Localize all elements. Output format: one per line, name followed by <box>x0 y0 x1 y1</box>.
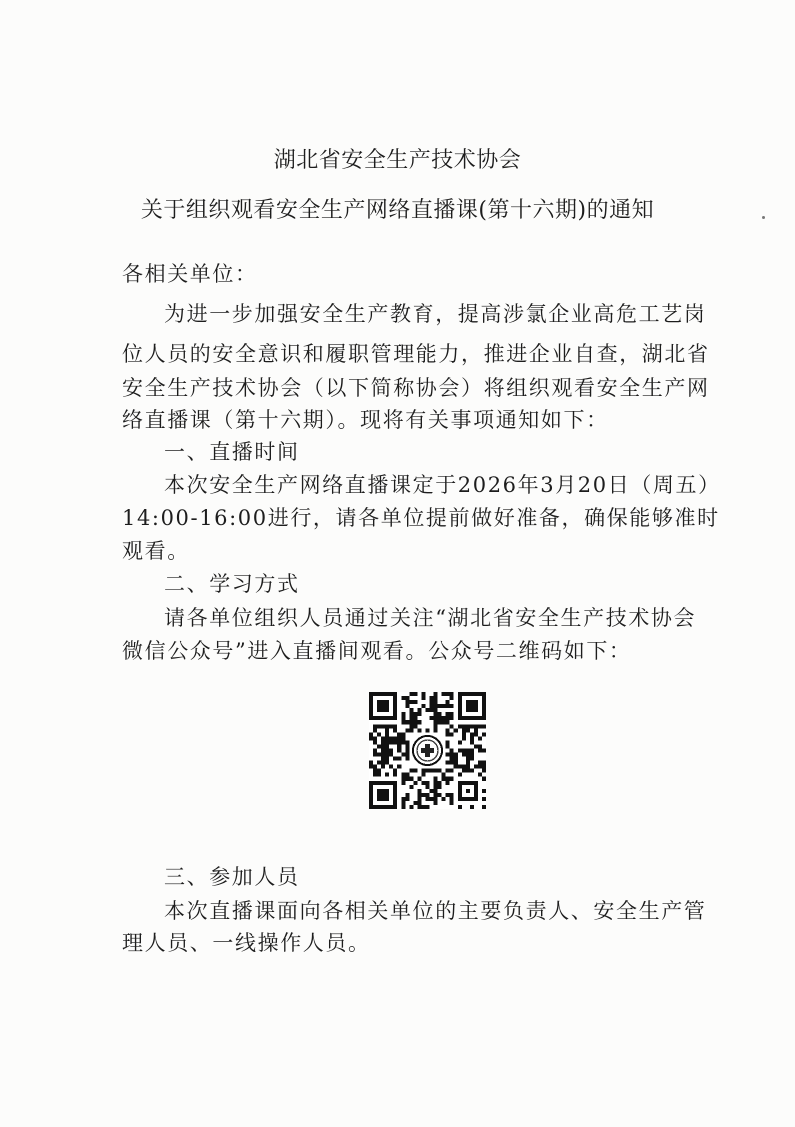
qr-module <box>373 740 377 744</box>
qr-module <box>434 728 438 732</box>
qr-module <box>434 692 438 696</box>
qr-module <box>385 736 389 740</box>
qr-module <box>482 797 486 801</box>
qr-module <box>438 716 442 720</box>
section-3-line-2: 理人员、一线操作人员。 <box>122 931 371 955</box>
qr-module <box>393 757 397 761</box>
qr-module <box>474 744 478 748</box>
qr-module <box>385 728 389 732</box>
qr-module <box>401 805 405 809</box>
qr-module <box>377 769 381 773</box>
qr-module <box>397 757 401 761</box>
qr-module <box>377 753 381 757</box>
qr-module <box>446 777 450 781</box>
qr-module <box>458 748 462 752</box>
wechat-official-account-qr-code-icon <box>369 692 486 809</box>
qr-module <box>434 696 438 700</box>
qr-module <box>409 785 413 789</box>
qr-module <box>389 724 393 728</box>
section-3-line-1: 本次直播课面向各相关单位的主要负责人、安全生产管 <box>164 899 707 923</box>
qr-module <box>430 704 434 708</box>
qr-module <box>401 732 405 736</box>
intro-line-2: 位人员的安全意识和履职管理能力，推进企业自查，湖北省 <box>122 342 710 366</box>
qr-module <box>421 769 425 773</box>
qr-module <box>381 740 385 744</box>
qr-module <box>478 736 482 740</box>
qr-module <box>470 753 474 757</box>
qr-module <box>466 753 470 757</box>
qr-module <box>430 769 434 773</box>
qr-module <box>417 789 421 793</box>
qr-module <box>397 744 401 748</box>
qr-module <box>405 704 409 708</box>
qr-module <box>478 765 482 769</box>
qr-module <box>434 769 438 773</box>
qr-module <box>381 761 385 765</box>
qr-module <box>421 692 425 696</box>
qr-module <box>446 740 450 744</box>
qr-module <box>454 765 458 769</box>
qr-module <box>450 724 454 728</box>
qr-module <box>446 704 450 708</box>
qr-module <box>385 773 389 777</box>
qr-module <box>450 732 454 736</box>
qr-module <box>434 712 438 716</box>
qr-module <box>462 724 466 728</box>
intro-line-3: 安全生产技术协会（以下简称协会）将组织观看安全生产网 <box>122 376 710 400</box>
qr-module <box>450 769 454 773</box>
qr-module <box>421 696 425 700</box>
qr-module <box>466 724 470 728</box>
qr-module <box>450 801 454 805</box>
qr-module <box>405 748 409 752</box>
qr-module <box>377 744 381 748</box>
qr-module <box>409 724 413 728</box>
qr-module <box>450 696 454 700</box>
qr-module <box>417 797 421 801</box>
qr-module <box>425 769 429 773</box>
qr-module <box>446 712 450 716</box>
qr-module <box>434 716 438 720</box>
qr-module <box>450 761 454 765</box>
qr-module <box>409 769 413 773</box>
qr-module <box>381 724 385 728</box>
qr-module <box>430 708 434 712</box>
qr-module <box>377 724 381 728</box>
qr-module <box>462 736 466 740</box>
qr-module <box>438 704 442 708</box>
qr-module <box>438 712 442 716</box>
qr-module <box>430 789 434 793</box>
qr-module <box>409 708 413 712</box>
qr-module <box>442 704 446 708</box>
salutation: 各相关单位： <box>122 262 258 286</box>
qr-module <box>450 716 454 720</box>
section-1-line-1: 本次安全生产网络直播课定于2026年3月20日（周五） <box>164 473 721 497</box>
qr-module <box>421 805 425 809</box>
qr-module <box>389 736 393 740</box>
qr-module <box>373 765 377 769</box>
qr-module <box>369 765 373 769</box>
qr-module <box>466 728 470 732</box>
qr-module <box>381 757 385 761</box>
qr-module <box>373 773 377 777</box>
qr-module <box>405 773 409 777</box>
qr-module <box>381 753 385 757</box>
qr-module <box>430 696 434 700</box>
qr-module <box>458 724 462 728</box>
qr-module <box>482 761 486 765</box>
qr-module <box>434 785 438 789</box>
qr-module <box>413 769 417 773</box>
qr-module <box>474 732 478 736</box>
qr-module <box>434 797 438 801</box>
qr-module <box>458 740 462 744</box>
qr-module <box>446 728 450 732</box>
qr-module <box>417 712 421 716</box>
qr-module <box>462 748 466 752</box>
qr-module <box>466 748 470 752</box>
qr-module <box>450 753 454 757</box>
qr-module <box>405 700 409 704</box>
qr-module <box>446 781 450 785</box>
qr-module <box>482 805 486 809</box>
qr-module <box>470 736 474 740</box>
qr-module <box>442 777 446 781</box>
qr-module <box>381 765 385 769</box>
qr-module <box>401 736 405 740</box>
qr-module <box>442 692 446 696</box>
qr-module <box>482 789 486 793</box>
qr-module <box>482 769 486 773</box>
qr-module <box>466 765 470 769</box>
qr-module <box>446 716 450 720</box>
qr-module <box>454 761 458 765</box>
qr-module <box>417 777 421 781</box>
qr-module <box>438 785 442 789</box>
qr-module <box>389 748 393 752</box>
qr-module <box>409 777 413 781</box>
qr-module <box>413 781 417 785</box>
qr-module <box>470 724 474 728</box>
qr-module <box>446 700 450 704</box>
qr-module <box>474 724 478 728</box>
qr-module <box>430 700 434 704</box>
qr-module <box>401 777 405 781</box>
qr-module <box>397 765 401 769</box>
qr-module <box>409 712 413 716</box>
qr-module <box>401 781 405 785</box>
qr-module <box>369 736 373 740</box>
qr-module <box>470 732 474 736</box>
qr-module <box>401 696 405 700</box>
qr-module <box>430 716 434 720</box>
qr-module <box>373 724 377 728</box>
qr-module <box>462 732 466 736</box>
qr-module <box>405 740 409 744</box>
qr-module <box>413 724 417 728</box>
qr-module <box>478 748 482 752</box>
qr-module <box>401 740 405 744</box>
qr-module <box>434 700 438 704</box>
qr-module <box>434 801 438 805</box>
qr-module <box>425 785 429 789</box>
qr-module <box>450 704 454 708</box>
qr-module <box>425 708 429 712</box>
qr-module <box>397 736 401 740</box>
qr-module <box>401 716 405 720</box>
qr-module <box>458 773 462 777</box>
qr-module <box>417 801 421 805</box>
qr-module <box>401 797 405 801</box>
qr-module <box>381 736 385 740</box>
qr-module <box>385 753 389 757</box>
qr-module <box>373 736 377 740</box>
qr-module <box>377 773 381 777</box>
qr-module <box>438 720 442 724</box>
qr-module <box>409 692 413 696</box>
qr-module <box>450 777 454 781</box>
qr-module <box>381 748 385 752</box>
qr-module <box>425 805 429 809</box>
qr-module <box>377 761 381 765</box>
qr-module <box>434 720 438 724</box>
qr-module <box>434 708 438 712</box>
qr-module <box>409 728 413 732</box>
qr-module <box>413 801 417 805</box>
qr-module <box>405 797 409 801</box>
qr-module <box>482 724 486 728</box>
qr-module <box>409 805 413 809</box>
qr-module <box>405 728 409 732</box>
qr-module <box>413 716 417 720</box>
qr-module <box>462 765 466 769</box>
qr-module <box>446 769 450 773</box>
qr-module <box>409 716 413 720</box>
qr-module <box>385 724 389 728</box>
qr-module <box>393 736 397 740</box>
qr-module <box>385 757 389 761</box>
qr-module <box>413 700 417 704</box>
qr-module <box>470 740 474 744</box>
qr-module <box>466 769 470 773</box>
qr-module <box>401 712 405 716</box>
intro-line-4: 络直播课（第十六期）。现将有关事项通知如下： <box>122 408 609 432</box>
qr-module <box>389 753 393 757</box>
qr-module <box>421 704 425 708</box>
scan-speck <box>762 216 765 219</box>
qr-module <box>470 748 474 752</box>
qr-module <box>401 773 405 777</box>
qr-module <box>454 757 458 761</box>
section-1-line-2: 14:00-16:00进行，请各单位提前做好准备，确保能够准时 <box>122 506 720 530</box>
qr-module <box>462 753 466 757</box>
qr-module <box>442 797 446 801</box>
qr-module <box>478 773 482 777</box>
qr-module <box>482 748 486 752</box>
qr-module <box>381 744 385 748</box>
qr-module <box>393 773 397 777</box>
qr-module <box>458 805 462 809</box>
qr-module <box>421 793 425 797</box>
qr-module <box>478 724 482 728</box>
qr-module <box>413 692 417 696</box>
qr-module <box>405 744 409 748</box>
qr-module <box>470 769 474 773</box>
qr-module <box>405 720 409 724</box>
section-3-heading: 三、参加人员 <box>164 865 300 889</box>
qr-module <box>373 753 377 757</box>
qr-module <box>393 769 397 773</box>
qr-module <box>373 728 377 732</box>
qr-module <box>466 761 470 765</box>
qr-module <box>377 732 381 736</box>
qr-module <box>434 704 438 708</box>
qr-module <box>405 777 409 781</box>
qr-module <box>442 720 446 724</box>
qr-module <box>446 753 450 757</box>
qr-module <box>369 761 373 765</box>
qr-module <box>434 781 438 785</box>
qr-module <box>446 692 450 696</box>
section-2-line-1: 请各单位组织人员通过关注“湖北省安全生产技术协会 <box>164 606 697 630</box>
qr-module <box>405 793 409 797</box>
qr-module <box>413 712 417 716</box>
qr-module <box>389 765 393 769</box>
qr-module <box>450 748 454 752</box>
qr-module <box>482 732 486 736</box>
qr-module <box>413 720 417 724</box>
qr-module <box>478 744 482 748</box>
qr-module <box>409 720 413 724</box>
qr-module <box>430 797 434 801</box>
qr-module <box>397 740 401 744</box>
qr-module <box>397 732 401 736</box>
qr-module <box>438 769 442 773</box>
qr-module <box>421 773 425 777</box>
qr-module <box>393 740 397 744</box>
qr-module <box>373 769 377 773</box>
section-1-line-3: 观看。 <box>122 539 190 563</box>
qr-module <box>474 728 478 732</box>
qr-module <box>470 757 474 761</box>
section-2-line-2: 微信公众号”进入直播间观看。公众号二维码如下： <box>122 639 632 663</box>
qr-module <box>401 753 405 757</box>
qr-module <box>397 748 401 752</box>
qr-module <box>450 712 454 716</box>
qr-module <box>417 720 421 724</box>
qr-module <box>405 757 409 761</box>
section-1-heading: 一、直播时间 <box>164 440 300 464</box>
qr-module <box>446 720 450 724</box>
qr-module <box>409 700 413 704</box>
qr-module <box>417 708 421 712</box>
doc-title-subject: 关于组织观看安全生产网络直播课(第十六期)的通知 <box>140 198 655 223</box>
qr-module <box>425 781 429 785</box>
qr-module <box>385 744 389 748</box>
intro-line-1: 为进一步加强安全生产教育，提高涉氯企业高危工艺岗 <box>164 302 707 326</box>
qr-module <box>482 777 486 781</box>
qr-module <box>458 765 462 769</box>
section-2-heading: 二、学习方式 <box>164 572 300 596</box>
qr-module <box>434 793 438 797</box>
qr-module <box>450 757 454 761</box>
qr-module <box>385 740 389 744</box>
qr-module <box>369 732 373 736</box>
qr-module <box>401 801 405 805</box>
qr-module <box>385 761 389 765</box>
qr-module <box>454 728 458 732</box>
qr-module <box>450 793 454 797</box>
qr-module <box>442 716 446 720</box>
qr-module <box>425 797 429 801</box>
qr-module <box>434 777 438 781</box>
qr-module <box>421 781 425 785</box>
qr-module <box>425 728 429 732</box>
qr-module <box>417 728 421 732</box>
qr-module <box>450 692 454 696</box>
qr-module <box>405 696 409 700</box>
qr-module <box>438 793 442 797</box>
qr-module <box>482 765 486 769</box>
qr-module <box>438 781 442 785</box>
qr-module <box>478 761 482 765</box>
qr-module <box>417 793 421 797</box>
qr-module <box>401 720 405 724</box>
qr-module <box>462 769 466 773</box>
qr-module <box>425 793 429 797</box>
qr-module <box>389 740 393 744</box>
qr-module <box>434 789 438 793</box>
qr-module <box>470 805 474 809</box>
qr-module <box>385 748 389 752</box>
qr-module <box>417 805 421 809</box>
qr-module <box>446 793 450 797</box>
qr-module <box>405 753 409 757</box>
qr-module <box>434 724 438 728</box>
qr-module <box>462 728 466 732</box>
qr-module <box>466 757 470 761</box>
qr-module <box>446 732 450 736</box>
qr-module <box>442 773 446 777</box>
qr-module <box>454 753 458 757</box>
qr-module <box>450 797 454 801</box>
qr-module <box>474 765 478 769</box>
qr-module <box>385 732 389 736</box>
qr-module <box>446 761 450 765</box>
qr-module <box>446 744 450 748</box>
doc-title-organization: 湖北省安全生产技术协会 <box>273 148 522 173</box>
qr-module <box>393 728 397 732</box>
qr-module <box>393 724 397 728</box>
qr-module <box>373 748 377 752</box>
